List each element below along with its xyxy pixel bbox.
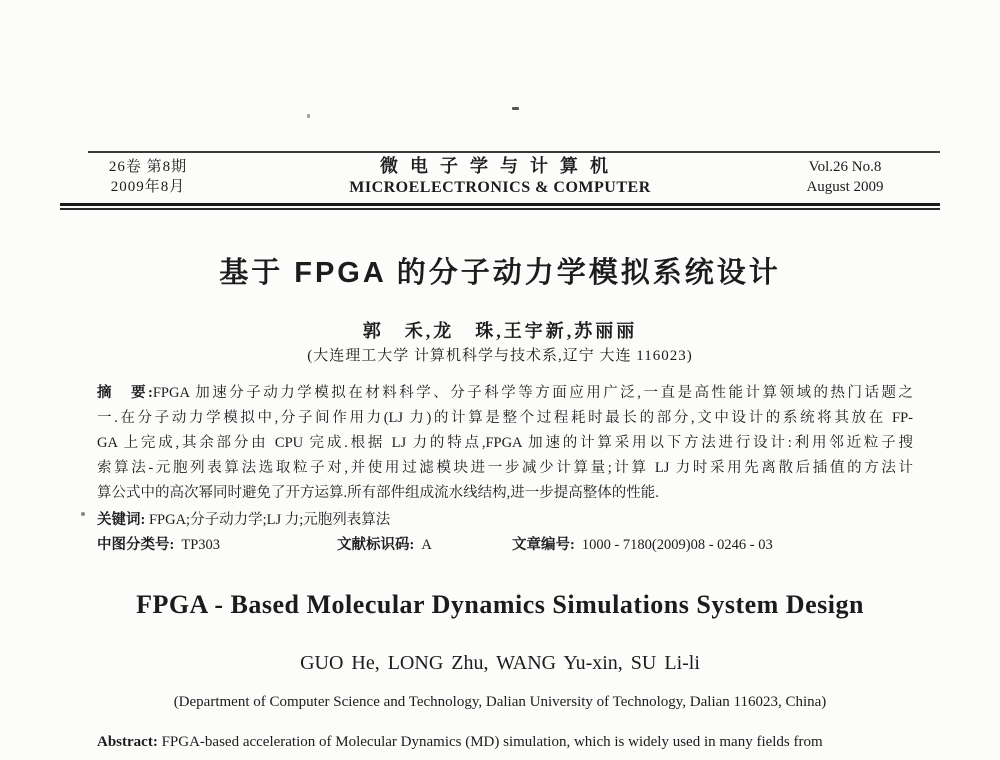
scan-artifact-dash [512, 107, 519, 110]
abstract-chinese [97, 381, 913, 506]
header-bottom-rule [60, 203, 940, 210]
article-id [512, 533, 773, 558]
scan-artifact-speck [307, 114, 310, 118]
keywords-value: FPGA;分子动力学;LJ 力;元胞列表算法 [148, 512, 391, 528]
article-id-value: 1000 - 7180(2009)08 - 0246 - 03 [581, 537, 773, 553]
journal-title-block [300, 155, 700, 199]
abstract-line: 索算法-元胞列表算法选取粒子对,并使用过滤模块进一步减少计算量;计算 LJ 力时采用先离散后插值的方法计 [97, 460, 913, 476]
issue-date-line: 2009年8月 [110, 179, 186, 195]
volume-date-line: August 2009 [806, 179, 884, 195]
affiliation-chinese: (大连理工大学 计算机科学与技术系,辽宁 大连 116023) [307, 348, 693, 364]
document-code-label: 文献标识码: [337, 537, 415, 553]
scan-artifact-dot [81, 512, 85, 516]
abstract-line [97, 381, 913, 406]
document-code [337, 533, 432, 558]
document-code-value: A [421, 537, 432, 553]
abstract-line: 算公式中的高次幂同时避免了开方运算.所有部件组成流水线结构,进一步提高整体的性能. [97, 485, 659, 501]
article-title-english: FPGA - Based Molecular Dynamics Simulations System Design [136, 590, 864, 619]
abstract-text: FPGA 加速分子动力学模拟在材料科学、分子科学等方面应用广泛,一直是高性能计算领域的热门话题之 [152, 385, 913, 401]
article-id-label: 文章编号: [512, 537, 575, 553]
clc-label: 中图分类号: [97, 537, 175, 553]
volume-info [780, 157, 910, 197]
clc-value: TP303 [181, 537, 221, 553]
abstract-english [97, 730, 913, 754]
issue-info [88, 157, 208, 197]
affiliation-english: (Department of Computer Science and Technology, Dalian University of Technology, Dalian 116023, China) [173, 694, 827, 710]
article-title-chinese: 基于 FPGA 的分子动力学模拟系统设计 [219, 257, 781, 289]
abstract-label-english: Abstract: [97, 734, 158, 750]
volume-number-line: Vol.26 No.8 [808, 159, 882, 175]
authors-english: GUO He, LONG Zhu, WANG Yu-xin, SU Li-li [300, 652, 700, 674]
authors-chinese: 郭 禾,龙 珠,王宇新,苏丽丽 [362, 321, 638, 341]
abstract-line: GA 上完成,其余部分由 CPU 完成.根据 LJ 力的特点,FPGA 加速的计算采用以下方法进行设计:利用邻近粒子搜 [97, 435, 913, 451]
clc-number [97, 533, 220, 558]
header-top-rule [88, 151, 940, 153]
abstract-english-text: FPGA-based acceleration of Molecular Dynamics (MD) simulation, which is widely used in many fields from [161, 734, 823, 750]
abstract-line: 一.在分子动力学模拟中,分子间作用力(LJ 力)的计算是整个过程耗时最长的部分,文中设计的系统将其放在 FP- [97, 410, 913, 426]
journal-title-english: MICROELECTRONICS & COMPUTER [349, 179, 651, 196]
journal-title-chinese: 微电子学与计算机 [380, 156, 620, 176]
classification-row [97, 533, 913, 558]
abstract-label-chinese: 摘 要: [97, 385, 153, 401]
keywords-row [97, 508, 913, 533]
keywords-label: 关键词: [97, 512, 146, 528]
issue-volume-line: 26卷 第8期 [108, 159, 188, 175]
